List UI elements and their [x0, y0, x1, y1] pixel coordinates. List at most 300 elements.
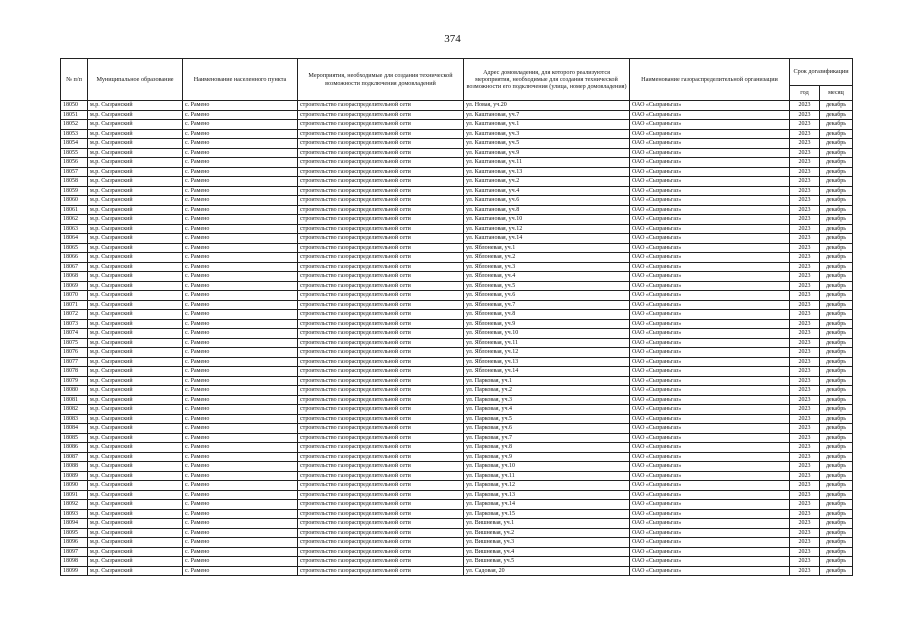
row-month: декабрь	[820, 272, 853, 282]
row-gdo: ОАО «Сызраньгаз»	[630, 386, 790, 396]
row-settlement: с. Рамено	[183, 348, 298, 358]
row-settlement: с. Рамено	[183, 224, 298, 234]
row-number: 18074	[61, 329, 88, 339]
row-number: 18082	[61, 405, 88, 415]
row-month: декабрь	[820, 234, 853, 244]
row-gdo: ОАО «Сызраньгаз»	[630, 547, 790, 557]
row-number: 18086	[61, 443, 88, 453]
row-municipality: м.р. Сызранский	[88, 224, 183, 234]
header-address: Адрес домовладения, для которого реализуются мероприятия, необходимые для создания технической возможности его подключения (улица, номер домовладения)	[464, 59, 630, 101]
row-settlement: с. Рамено	[183, 158, 298, 168]
table-row	[61, 205, 853, 215]
row-year: 2023	[790, 376, 820, 386]
row-number: 18060	[61, 196, 88, 206]
row-settlement: с. Рамено	[183, 319, 298, 329]
row-municipality: м.р. Сызранский	[88, 205, 183, 215]
row-address: ул. Каштановая, уч.6	[464, 196, 630, 206]
row-settlement: с. Рамено	[183, 177, 298, 187]
row-year: 2023	[790, 158, 820, 168]
row-municipality: м.р. Сызранский	[88, 500, 183, 510]
table-row	[61, 433, 853, 443]
row-measure: строительство газораспределительной сети	[298, 519, 464, 529]
row-year: 2023	[790, 528, 820, 538]
row-settlement: с. Рамено	[183, 405, 298, 415]
row-month: декабрь	[820, 547, 853, 557]
row-settlement: с. Рамено	[183, 243, 298, 253]
row-address: ул. Парковая, уч.9	[464, 452, 630, 462]
row-measure: строительство газораспределительной сети	[298, 272, 464, 282]
row-settlement: с. Рамено	[183, 253, 298, 263]
row-municipality: м.р. Сызранский	[88, 462, 183, 472]
row-number: 18073	[61, 319, 88, 329]
row-year: 2023	[790, 177, 820, 187]
row-year: 2023	[790, 357, 820, 367]
row-measure: строительство газораспределительной сети	[298, 234, 464, 244]
row-address: ул. Вишневая, уч.5	[464, 557, 630, 567]
row-month: декабрь	[820, 462, 853, 472]
row-settlement: с. Рамено	[183, 205, 298, 215]
row-gdo: ОАО «Сызраньгаз»	[630, 253, 790, 263]
row-measure: строительство газораспределительной сети	[298, 101, 464, 111]
row-month: декабрь	[820, 424, 853, 434]
row-municipality: м.р. Сызранский	[88, 319, 183, 329]
row-year: 2023	[790, 500, 820, 510]
row-settlement: с. Рамено	[183, 357, 298, 367]
row-measure: строительство газораспределительной сети	[298, 405, 464, 415]
table-row	[61, 167, 853, 177]
row-number: 18087	[61, 452, 88, 462]
row-gdo: ОАО «Сызраньгаз»	[630, 433, 790, 443]
row-number: 18051	[61, 110, 88, 120]
row-municipality: м.р. Сызранский	[88, 405, 183, 415]
row-measure: строительство газораспределительной сети	[298, 481, 464, 491]
row-address: ул. Садовая, 20	[464, 566, 630, 576]
row-measure: строительство газораспределительной сети	[298, 158, 464, 168]
header-month: месяц	[820, 86, 853, 101]
row-number: 18071	[61, 300, 88, 310]
row-address: ул. Каштановая, уч.14	[464, 234, 630, 244]
row-gdo: ОАО «Сызраньгаз»	[630, 338, 790, 348]
row-gdo: ОАО «Сызраньгаз»	[630, 129, 790, 139]
row-year: 2023	[790, 253, 820, 263]
table-body	[61, 101, 853, 576]
row-settlement: с. Рамено	[183, 167, 298, 177]
row-address: ул. Парковая, уч.15	[464, 509, 630, 519]
row-number: 18098	[61, 557, 88, 567]
row-municipality: м.р. Сызранский	[88, 386, 183, 396]
row-settlement: с. Рамено	[183, 110, 298, 120]
table-row	[61, 158, 853, 168]
row-year: 2023	[790, 224, 820, 234]
row-number: 18070	[61, 291, 88, 301]
row-year: 2023	[790, 348, 820, 358]
row-address: ул. Яблоневая, уч.9	[464, 319, 630, 329]
row-address: ул. Новая, уч.20	[464, 101, 630, 111]
table-row	[61, 395, 853, 405]
row-gdo: ОАО «Сызраньгаз»	[630, 215, 790, 225]
row-year: 2023	[790, 139, 820, 149]
row-gdo: ОАО «Сызраньгаз»	[630, 357, 790, 367]
row-municipality: м.р. Сызранский	[88, 158, 183, 168]
row-settlement: с. Рамено	[183, 519, 298, 529]
row-year: 2023	[790, 215, 820, 225]
table-row	[61, 547, 853, 557]
row-gdo: ОАО «Сызраньгаз»	[630, 348, 790, 358]
row-gdo: ОАО «Сызраньгаз»	[630, 186, 790, 196]
row-number: 18096	[61, 538, 88, 548]
row-municipality: м.р. Сызранский	[88, 110, 183, 120]
row-month: декабрь	[820, 291, 853, 301]
row-address: ул. Яблоневая, уч.1	[464, 243, 630, 253]
row-number: 18085	[61, 433, 88, 443]
table-row	[61, 224, 853, 234]
row-settlement: с. Рамено	[183, 262, 298, 272]
row-municipality: м.р. Сызранский	[88, 357, 183, 367]
row-number: 18052	[61, 120, 88, 130]
row-settlement: с. Рамено	[183, 528, 298, 538]
row-measure: строительство газораспределительной сети	[298, 557, 464, 567]
row-measure: строительство газораспределительной сети	[298, 281, 464, 291]
table-row	[61, 291, 853, 301]
row-month: декабрь	[820, 519, 853, 529]
table-row	[61, 519, 853, 529]
row-gdo: ОАО «Сызраньгаз»	[630, 500, 790, 510]
table-row	[61, 471, 853, 481]
row-month: декабрь	[820, 338, 853, 348]
row-number: 18055	[61, 148, 88, 158]
row-address: ул. Парковая, уч.1	[464, 376, 630, 386]
row-address: ул. Яблоневая, уч.14	[464, 367, 630, 377]
row-gdo: ОАО «Сызраньгаз»	[630, 158, 790, 168]
table-row	[61, 281, 853, 291]
row-number: 18054	[61, 139, 88, 149]
row-measure: строительство газораспределительной сети	[298, 538, 464, 548]
row-month: декабрь	[820, 348, 853, 358]
row-address: ул. Вишневая, уч.1	[464, 519, 630, 529]
row-month: декабрь	[820, 490, 853, 500]
row-measure: строительство газораспределительной сети	[298, 547, 464, 557]
row-gdo: ОАО «Сызраньгаз»	[630, 300, 790, 310]
row-measure: строительство газораспределительной сети	[298, 186, 464, 196]
row-year: 2023	[790, 490, 820, 500]
row-measure: строительство газораспределительной сети	[298, 367, 464, 377]
row-municipality: м.р. Сызранский	[88, 120, 183, 130]
row-month: декабрь	[820, 129, 853, 139]
row-measure: строительство газораспределительной сети	[298, 120, 464, 130]
row-address: ул. Парковая, уч.2	[464, 386, 630, 396]
row-measure: строительство газораспределительной сети	[298, 300, 464, 310]
row-gdo: ОАО «Сызраньгаз»	[630, 462, 790, 472]
row-number: 18061	[61, 205, 88, 215]
row-settlement: с. Рамено	[183, 509, 298, 519]
row-year: 2023	[790, 234, 820, 244]
row-municipality: м.р. Сызранский	[88, 272, 183, 282]
row-month: декабрь	[820, 253, 853, 263]
row-number: 18059	[61, 186, 88, 196]
row-municipality: м.р. Сызранский	[88, 557, 183, 567]
row-settlement: с. Рамено	[183, 367, 298, 377]
row-measure: строительство газораспределительной сети	[298, 357, 464, 367]
row-gdo: ОАО «Сызраньгаз»	[630, 452, 790, 462]
row-month: декабрь	[820, 300, 853, 310]
row-municipality: м.р. Сызранский	[88, 509, 183, 519]
row-year: 2023	[790, 148, 820, 158]
row-gdo: ОАО «Сызраньгаз»	[630, 329, 790, 339]
table-row	[61, 262, 853, 272]
row-gdo: ОАО «Сызраньгаз»	[630, 528, 790, 538]
row-year: 2023	[790, 338, 820, 348]
row-measure: строительство газораспределительной сети	[298, 424, 464, 434]
row-measure: строительство газораспределительной сети	[298, 224, 464, 234]
row-month: декабрь	[820, 367, 853, 377]
row-address: ул. Каштановая, уч.8	[464, 205, 630, 215]
row-gdo: ОАО «Сызраньгаз»	[630, 120, 790, 130]
row-address: ул. Парковая, уч.6	[464, 424, 630, 434]
row-municipality: м.р. Сызранский	[88, 395, 183, 405]
header-measures: Мероприятия, необходимые для создания технической возможности подключения домовладений	[298, 59, 464, 101]
row-number: 18081	[61, 395, 88, 405]
table-row	[61, 319, 853, 329]
row-year: 2023	[790, 481, 820, 491]
row-gdo: ОАО «Сызраньгаз»	[630, 110, 790, 120]
row-month: декабрь	[820, 177, 853, 187]
table-row	[61, 348, 853, 358]
row-municipality: м.р. Сызранский	[88, 167, 183, 177]
table-row	[61, 405, 853, 415]
row-year: 2023	[790, 405, 820, 415]
row-settlement: с. Рамено	[183, 452, 298, 462]
row-address: ул. Яблоневая, уч.12	[464, 348, 630, 358]
row-address: ул. Парковая, уч.8	[464, 443, 630, 453]
table-row	[61, 443, 853, 453]
row-gdo: ОАО «Сызраньгаз»	[630, 538, 790, 548]
row-number: 18099	[61, 566, 88, 576]
row-measure: строительство газораспределительной сети	[298, 433, 464, 443]
row-month: декабрь	[820, 148, 853, 158]
table-row	[61, 243, 853, 253]
row-address: ул. Парковая, уч.3	[464, 395, 630, 405]
row-month: декабрь	[820, 196, 853, 206]
row-address: ул. Яблоневая, уч.3	[464, 262, 630, 272]
row-year: 2023	[790, 120, 820, 130]
row-address: ул. Парковая, уч.5	[464, 414, 630, 424]
row-number: 18084	[61, 424, 88, 434]
row-measure: строительство газораспределительной сети	[298, 500, 464, 510]
row-address: ул. Каштановая, уч.12	[464, 224, 630, 234]
row-gdo: ОАО «Сызраньгаз»	[630, 519, 790, 529]
row-municipality: м.р. Сызранский	[88, 148, 183, 158]
row-month: декабрь	[820, 557, 853, 567]
row-month: декабрь	[820, 186, 853, 196]
table-row	[61, 481, 853, 491]
row-municipality: м.р. Сызранский	[88, 253, 183, 263]
row-year: 2023	[790, 566, 820, 576]
table-row	[61, 367, 853, 377]
row-address: ул. Вишневая, уч.4	[464, 547, 630, 557]
row-municipality: м.р. Сызранский	[88, 139, 183, 149]
row-address: ул. Вишневая, уч.3	[464, 538, 630, 548]
row-number: 18057	[61, 167, 88, 177]
row-settlement: с. Рамено	[183, 557, 298, 567]
row-address: ул. Яблоневая, уч.11	[464, 338, 630, 348]
row-municipality: м.р. Сызранский	[88, 490, 183, 500]
row-municipality: м.р. Сызранский	[88, 300, 183, 310]
row-measure: строительство газораспределительной сети	[298, 310, 464, 320]
row-number: 18097	[61, 547, 88, 557]
table-row	[61, 253, 853, 263]
row-address: ул. Каштановая, уч.10	[464, 215, 630, 225]
row-year: 2023	[790, 186, 820, 196]
row-municipality: м.р. Сызранский	[88, 348, 183, 358]
row-gdo: ОАО «Сызраньгаз»	[630, 509, 790, 519]
row-number: 18091	[61, 490, 88, 500]
row-year: 2023	[790, 196, 820, 206]
row-number: 18079	[61, 376, 88, 386]
row-month: декабрь	[820, 528, 853, 538]
row-year: 2023	[790, 395, 820, 405]
row-measure: строительство газораспределительной сети	[298, 395, 464, 405]
row-address: ул. Яблоневая, уч.8	[464, 310, 630, 320]
row-gdo: ОАО «Сызраньгаз»	[630, 262, 790, 272]
header-municipality: Муниципальное образование	[88, 59, 183, 101]
row-gdo: ОАО «Сызраньгаз»	[630, 443, 790, 453]
row-year: 2023	[790, 167, 820, 177]
row-measure: строительство газораспределительной сети	[298, 215, 464, 225]
row-measure: строительство газораспределительной сети	[298, 386, 464, 396]
row-municipality: м.р. Сызранский	[88, 338, 183, 348]
row-address: ул. Парковая, уч.7	[464, 433, 630, 443]
header-term: Срок догазификации	[790, 59, 853, 86]
row-number: 18076	[61, 348, 88, 358]
row-municipality: м.р. Сызранский	[88, 215, 183, 225]
row-gdo: ОАО «Сызраньгаз»	[630, 101, 790, 111]
row-municipality: м.р. Сызранский	[88, 566, 183, 576]
row-number: 18058	[61, 177, 88, 187]
row-measure: строительство газораспределительной сети	[298, 471, 464, 481]
row-gdo: ОАО «Сызраньгаз»	[630, 148, 790, 158]
row-month: декабрь	[820, 243, 853, 253]
row-month: декабрь	[820, 215, 853, 225]
row-settlement: с. Рамено	[183, 186, 298, 196]
row-measure: строительство газораспределительной сети	[298, 129, 464, 139]
row-month: декабрь	[820, 139, 853, 149]
row-gdo: ОАО «Сызраньгаз»	[630, 291, 790, 301]
table-row	[61, 566, 853, 576]
row-month: декабрь	[820, 310, 853, 320]
table-row	[61, 500, 853, 510]
row-address: ул. Яблоневая, уч.2	[464, 253, 630, 263]
table-row	[61, 462, 853, 472]
row-municipality: м.р. Сызранский	[88, 243, 183, 253]
row-address: ул. Каштановая, уч.9	[464, 148, 630, 158]
row-address: ул. Парковая, уч.12	[464, 481, 630, 491]
row-settlement: с. Рамено	[183, 481, 298, 491]
row-number: 18066	[61, 253, 88, 263]
row-month: декабрь	[820, 281, 853, 291]
row-month: декабрь	[820, 395, 853, 405]
row-gdo: ОАО «Сызраньгаз»	[630, 395, 790, 405]
row-year: 2023	[790, 509, 820, 519]
row-year: 2023	[790, 424, 820, 434]
table-row	[61, 424, 853, 434]
row-measure: строительство газораспределительной сети	[298, 490, 464, 500]
row-number: 18092	[61, 500, 88, 510]
row-settlement: с. Рамено	[183, 376, 298, 386]
table-row	[61, 234, 853, 244]
row-month: декабрь	[820, 414, 853, 424]
row-settlement: с. Рамено	[183, 329, 298, 339]
row-number: 18065	[61, 243, 88, 253]
table-row	[61, 177, 853, 187]
row-address: ул. Каштановая, уч.5	[464, 139, 630, 149]
row-year: 2023	[790, 262, 820, 272]
row-address: ул. Яблоневая, уч.5	[464, 281, 630, 291]
row-number: 18093	[61, 509, 88, 519]
row-measure: строительство газораспределительной сети	[298, 338, 464, 348]
row-number: 18069	[61, 281, 88, 291]
row-measure: строительство газораспределительной сети	[298, 462, 464, 472]
table-row	[61, 101, 853, 111]
row-measure: строительство газораспределительной сети	[298, 253, 464, 263]
row-year: 2023	[790, 300, 820, 310]
row-gdo: ОАО «Сызраньгаз»	[630, 481, 790, 491]
row-month: декабрь	[820, 433, 853, 443]
row-year: 2023	[790, 386, 820, 396]
row-month: декабрь	[820, 158, 853, 168]
row-number: 18095	[61, 528, 88, 538]
row-year: 2023	[790, 471, 820, 481]
row-settlement: с. Рамено	[183, 395, 298, 405]
row-number: 18078	[61, 367, 88, 377]
row-gdo: ОАО «Сызраньгаз»	[630, 557, 790, 567]
row-settlement: с. Рамено	[183, 129, 298, 139]
row-number: 18080	[61, 386, 88, 396]
row-measure: строительство газораспределительной сети	[298, 509, 464, 519]
row-measure: строительство газораспределительной сети	[298, 443, 464, 453]
row-measure: строительство газораспределительной сети	[298, 319, 464, 329]
row-gdo: ОАО «Сызраньгаз»	[630, 243, 790, 253]
row-month: декабрь	[820, 357, 853, 367]
row-year: 2023	[790, 443, 820, 453]
row-address: ул. Парковая, уч.14	[464, 500, 630, 510]
row-settlement: с. Рамено	[183, 215, 298, 225]
table-row	[61, 129, 853, 139]
row-municipality: м.р. Сызранский	[88, 528, 183, 538]
header-gdo: Наименование газораспределительной организации	[630, 59, 790, 101]
row-address: ул. Каштановая, уч.7	[464, 110, 630, 120]
row-measure: строительство газораспределительной сети	[298, 329, 464, 339]
table-row	[61, 329, 853, 339]
row-address: ул. Яблоневая, уч.10	[464, 329, 630, 339]
row-year: 2023	[790, 129, 820, 139]
page-number: 374	[444, 33, 461, 45]
row-year: 2023	[790, 319, 820, 329]
row-number: 18050	[61, 101, 88, 111]
row-measure: строительство газораспределительной сети	[298, 291, 464, 301]
row-month: декабрь	[820, 481, 853, 491]
row-month: декабрь	[820, 167, 853, 177]
row-month: декабрь	[820, 509, 853, 519]
row-measure: строительство газораспределительной сети	[298, 452, 464, 462]
table-row	[61, 414, 853, 424]
row-gdo: ОАО «Сызраньгаз»	[630, 424, 790, 434]
row-address: ул. Парковая, уч.10	[464, 462, 630, 472]
table-row	[61, 528, 853, 538]
row-year: 2023	[790, 557, 820, 567]
row-municipality: м.р. Сызранский	[88, 234, 183, 244]
row-year: 2023	[790, 538, 820, 548]
row-number: 18062	[61, 215, 88, 225]
